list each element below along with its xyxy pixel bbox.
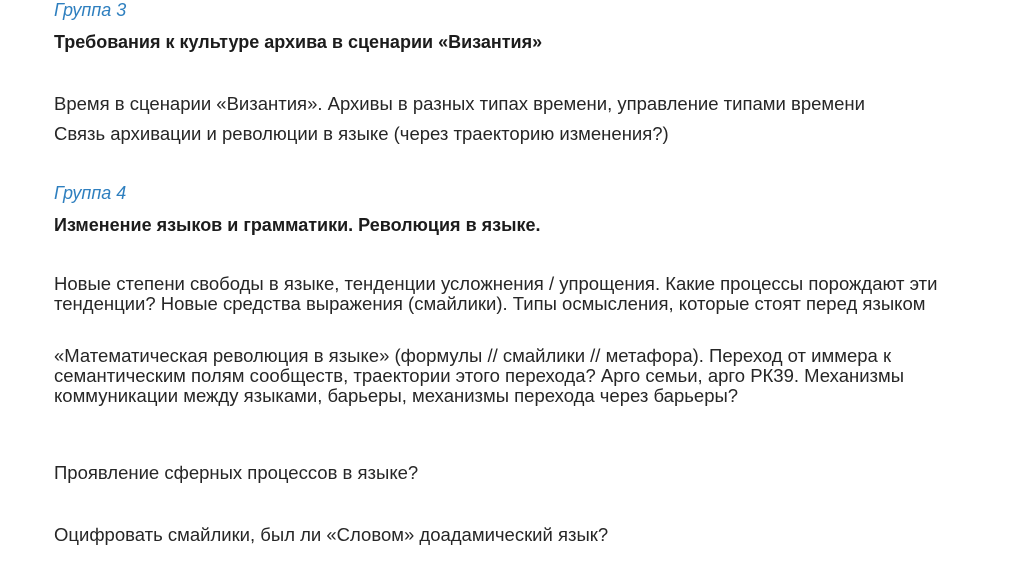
group-4-paragraph-3: Проявление сферных процессов в языке? (54, 462, 419, 483)
group-4-heading: Изменение языков и грамматики. Революция в языке. (54, 215, 541, 235)
group-4-paragraph-1: Новые степени свободы в языке, тенденции усложнения / упрощения. Какие процессы порождают эти тенденции? Новые средства выражения (смайлики). Типы осмысления, которые стоят перед языком (54, 273, 938, 314)
group-3-line-2: Связь архивации и революции в языке (через траекторию изменения?) (54, 123, 669, 144)
group-3-line-1: Время в сценарии «Византия». Архивы в разных типах времени, управление типами времени (54, 93, 865, 114)
group-3-heading: Требования к культуре архива в сценарии «Византия» (54, 32, 543, 52)
group-3-title: Группа 3 (54, 0, 127, 20)
group-4-paragraph-2: «Математическая революция в языке» (формулы // смайлики // метафора). Переход от иммера к семантическим полям сообществ, траектории этого перехода? Арго семьи, арго РК39. Механизмы коммуникации между языками, барьеры, механизмы перехода через барьеры? (54, 345, 905, 406)
group-4-paragraph-4: Оцифровать смайлики, был ли «Словом» доадамический язык? (54, 524, 609, 545)
group-4-title: Группа 4 (54, 183, 127, 203)
